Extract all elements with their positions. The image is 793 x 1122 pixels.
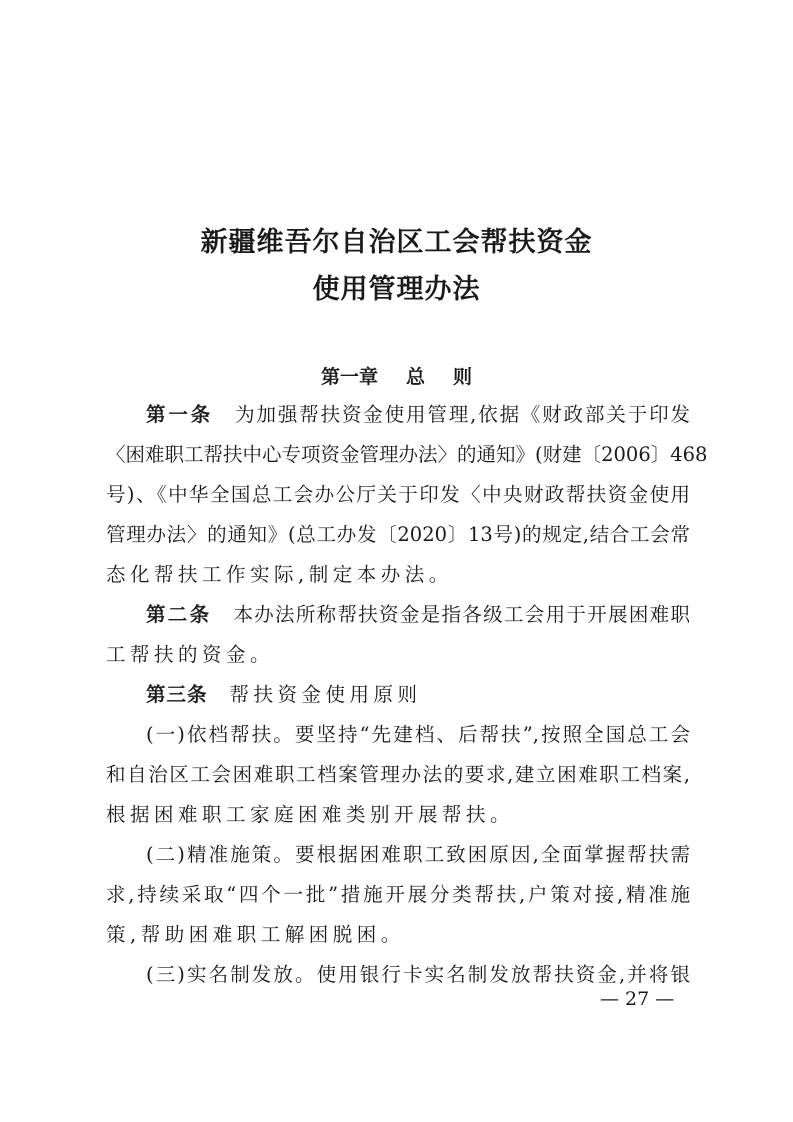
article-3-line: 根据困难职工家庭困难类别开展帮扶。 [106,803,515,826]
article-head: 第二条 [146,603,212,626]
page-number: — 27 — [600,988,675,1010]
article-3-line: 求,持续采取“四个一批”措施开展分类帮扶,户策对接,精准施 [106,883,690,906]
article-3-line: 策,帮助困难职工解困脱困。 [106,923,405,946]
article-3-line: 和自治区工会困难职工档案管理办法的要求,建立困难职工档案, [106,763,690,786]
article-1-line: 号)、《中华全国总工会办公厅关于印发〈中央财政帮扶资金使用 [106,483,690,506]
article-head: 第一条 [146,403,214,426]
document-title-line-2: 使用管理办法 [312,274,481,305]
article-1-line: 〈困难职工帮扶中心专项资金管理办法〉的通知》(财建〔2006〕468 [106,443,708,466]
chapter-number: 第一章 [320,366,378,388]
article-1-line: 态化帮扶工作实际,制定本办法。 [106,563,453,586]
article-2-line: 工帮扶的资金。 [106,643,275,666]
document-title-line-1: 新疆维吾尔自治区工会帮扶资金 [200,227,593,258]
article-3-line: (三)实名制发放。使用银行卡实名制发放帮扶资金,并将银 [146,963,690,986]
article-3-line: (二)精准施策。要根据困难职工致困原因,全面掌握帮扶需 [146,843,690,866]
article-3-line: 第三条 帮扶资金使用原则 [146,683,422,706]
article-1-line: 第一条 为加强帮扶资金使用管理,依据《财政部关于印发 [146,403,690,426]
chapter-heading [0,362,793,389]
article-2-line: 第二条 本办法所称帮扶资金是指各级工会用于开展困难职 [146,603,690,626]
chapter-name-1: 总 [405,366,425,388]
article-head: 第三条 [146,683,208,706]
chapter-name-2: 则 [453,366,473,388]
article-1-line: 管理办法〉的通知》(总工办发〔2020〕13号)的规定,结合工会常 [106,523,690,546]
article-3-line: (一)依档帮扶。要坚持“先建档、后帮扶”,按照全国总工会 [146,723,690,746]
